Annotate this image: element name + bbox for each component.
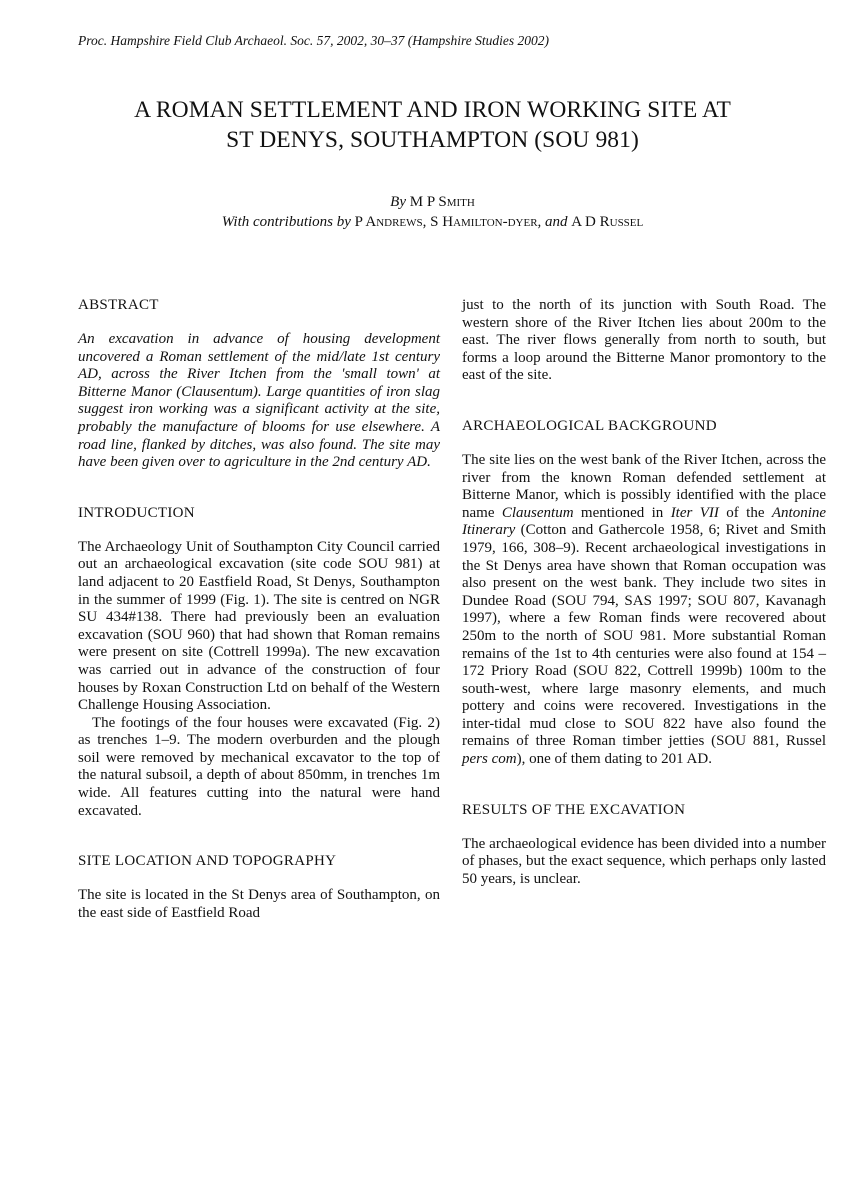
results-paragraph-1: The archaeological evidence has been divided into a number of phases, but the exact sequence, which perhaps only lasted 50 years, is unclear. (462, 835, 826, 887)
abstract-text: An excavation in advance of housing development uncovered a Roman settlement of the mid/late 1st century AD, across the River Itchen from the 'small town' at Bitterne Manor (Clausentum). Large quantities of iron slag suggest iron working was a significant activity at the site, probably the manufacture of blooms for use elsewhere. A road line, flanked by ditches, was also found. The site may have been given over to agriculture in the 2nd century AD. (78, 331, 440, 471)
right-column (462, 297, 826, 888)
background-text-1: The site lies on the west bank of the River Itchen, across the river from the known Roman defended settlement at Bitterne Manor, which is possibly identified with the place name (462, 451, 826, 521)
title-line-2: ST DENYS, SOUTHAMPTON (SOU 981) (226, 127, 639, 153)
background-text-4: (Cotton and Gathercole 1958, 6; Rivet and Smith 1979, 166, 308–9). Recent archaeological investigations in the St Denys area have shown that Roman occupation was also present on the west bank. They include two sites in Dundee Road (SOU 794, SAS 1997; SOU 807, Kavanagh 1997), where a few Roman finds were recovered about 250m to the north of SOU 981. More substantial Roman remains of the 1st to 4th centuries were also found at 154 – 172 Priory Road (SOU 822, Cottrell 1999b) 100m to the south-west, where large masonry elements, and much pottery and coins were recovered. Investigations in the inter-tidal mud close to SOU 822 have also found the remains of three Roman timber jetties (SOU 881, Russel (462, 522, 826, 750)
left-column (78, 297, 440, 922)
byline (60, 192, 805, 232)
abstract-heading: ABSTRACT (78, 297, 159, 313)
contributor-russel: A D Russel (571, 214, 644, 230)
author-line (60, 192, 805, 212)
contributor-and: , and (537, 214, 572, 230)
introduction-paragraph-2: The footings of the four houses were excavated (Fig. 2) as trenches 1–9. The modern overburden and the plough soil were removed by mechanical excavator to the top of the natural subsoil, a depth of about 850mm, in trenches 1m wide. All features cutting into the natural were hand excavated. (78, 714, 440, 819)
contributors-line (60, 212, 805, 232)
journal-citation: Proc. Hampshire Field Club Archaeol. Soc. 57, 2002, 30–37 (Hampshire Studies 2002) (78, 33, 549, 48)
contributions-label: With contributions by (221, 214, 351, 230)
article-title (40, 95, 825, 155)
introduction-heading: INTRODUCTION (78, 504, 195, 521)
contributor-hamilton-dyer: S Hamilton-dyer (430, 214, 538, 230)
site-location-heading: SITE LOCATION AND TOPOGRAPHY (78, 853, 337, 870)
contributor-separator: , (422, 214, 431, 230)
by-label: By (390, 194, 406, 210)
background-text-5: ), one of them dating to 201 AD. (516, 751, 712, 768)
background-italic-iter: Iter VII (670, 504, 719, 521)
background-italic-itinerary: Antonine Itinerary (462, 504, 827, 539)
title-line-1: A ROMAN SETTLEMENT AND IRON WORKING SITE AT (134, 97, 731, 123)
results-heading: RESULTS OF THE EXCAVATION (462, 801, 686, 818)
archaeological-background-paragraph (462, 452, 826, 769)
author-name: M P Smith (409, 194, 475, 210)
background-italic-clausentum: Clausentum (501, 504, 574, 521)
introduction-paragraph-1: The Archaeology Unit of Southampton City Council carried out an archaeological excavation (site code SOU 981) at land adjacent to 20 Eastfield Road, St Denys, Southampton in the summer of 1999 (Fig. 1). The site is centred on NGR SU 434#138. There had previously been an evaluation excavation (SOU 960) that had shown that Roman remains were present on site (Cottrell 1999a). The new excavation was carried out in advance of the construction of four houses by Roxan Construction Ltd on behalf of the Western Challenge Housing Association. (78, 538, 440, 714)
background-text-2: mentioned in (573, 504, 671, 521)
background-text-3: of the (718, 504, 772, 521)
contributor-andrews: P Andrews (354, 214, 423, 230)
background-italic-pers-com: pers com (462, 751, 517, 768)
site-location-paragraph-continued: just to the north of its junction with South Road. The western shore of the River Itchen lies about 200m to the east. The river flows generally from north to south, but forms a loop around the Bitterne Manor promontory to the east of the site. (462, 297, 826, 384)
site-location-paragraph-start: The site is located in the St Denys area of Southampton, on the east side of Eastfield Road (78, 887, 440, 921)
archaeological-background-heading: ARCHAEOLOGICAL BACKGROUND (462, 417, 717, 434)
